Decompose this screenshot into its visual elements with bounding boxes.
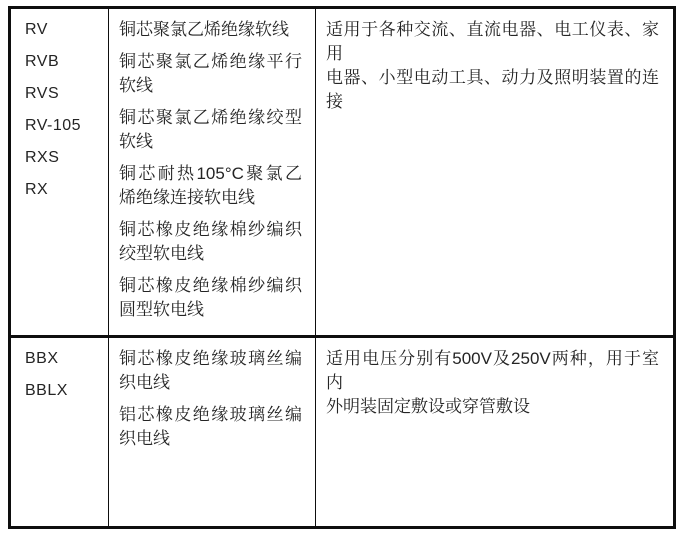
- code-line: RVS: [25, 85, 60, 102]
- code-line: BBX: [25, 350, 59, 367]
- code-cell: [11, 9, 108, 335]
- type-line: 铝芯橡皮绝缘玻璃丝编: [119, 405, 302, 424]
- type-line: 铜芯橡皮绝缘棉纱编织: [119, 220, 302, 239]
- type-cell: [108, 9, 315, 335]
- code-line: BBLX: [25, 382, 68, 399]
- type-paragraph: [119, 106, 302, 154]
- application-line: 适用电压分别有500V及250V两种，用于室内: [326, 349, 659, 392]
- application-paragraph: [326, 347, 659, 419]
- type-paragraph: [119, 218, 302, 266]
- type-line: 铜芯聚氯乙烯绝缘平行: [119, 52, 302, 71]
- application-cell: [315, 9, 673, 335]
- table-row: [11, 9, 673, 335]
- type-line: 软线: [119, 76, 153, 95]
- type-paragraph: [119, 18, 302, 42]
- type-line: 铜芯聚氯乙烯绝缘软线: [119, 20, 289, 39]
- code-line: RX: [25, 181, 49, 198]
- type-paragraph: [119, 162, 302, 210]
- type-line: 铜芯橡皮绝缘棉纱编织: [119, 276, 302, 295]
- application-line: 电器、小型电动工具、动力及照明装置的连接: [326, 68, 659, 111]
- type-paragraph: [119, 347, 302, 395]
- type-line: 绞型软电线: [119, 244, 204, 263]
- code-line: RV: [25, 21, 48, 38]
- type-cell: [108, 338, 315, 526]
- code-line: RV-105: [25, 117, 82, 134]
- code-line: RVB: [25, 53, 60, 70]
- application-paragraph: [326, 18, 659, 114]
- code-line: RXS: [25, 149, 60, 166]
- table-row: [11, 335, 673, 526]
- application-line: 外明装固定敷设或穿管敷设: [326, 397, 530, 416]
- type-line: 铜芯聚氯乙烯绝缘绞型: [119, 108, 302, 127]
- type-paragraph: [119, 50, 302, 98]
- application-line: 适用于各种交流、直流电器、电工仪表、家用: [326, 20, 659, 63]
- type-line: 铜芯橡皮绝缘玻璃丝编: [119, 349, 302, 368]
- wire-spec-table: [8, 6, 676, 529]
- type-line: 圆型软电线: [119, 300, 204, 319]
- type-line: 铜芯耐热105°C聚氯乙: [119, 164, 302, 183]
- code-cell: [11, 338, 108, 526]
- type-line: 烯绝缘连接软电线: [119, 188, 255, 207]
- application-cell: [315, 338, 673, 526]
- type-paragraph: [119, 274, 302, 322]
- type-line: 软线: [119, 132, 153, 151]
- type-paragraph: [119, 403, 302, 451]
- type-line: 织电线: [119, 373, 170, 392]
- type-line: 织电线: [119, 429, 170, 448]
